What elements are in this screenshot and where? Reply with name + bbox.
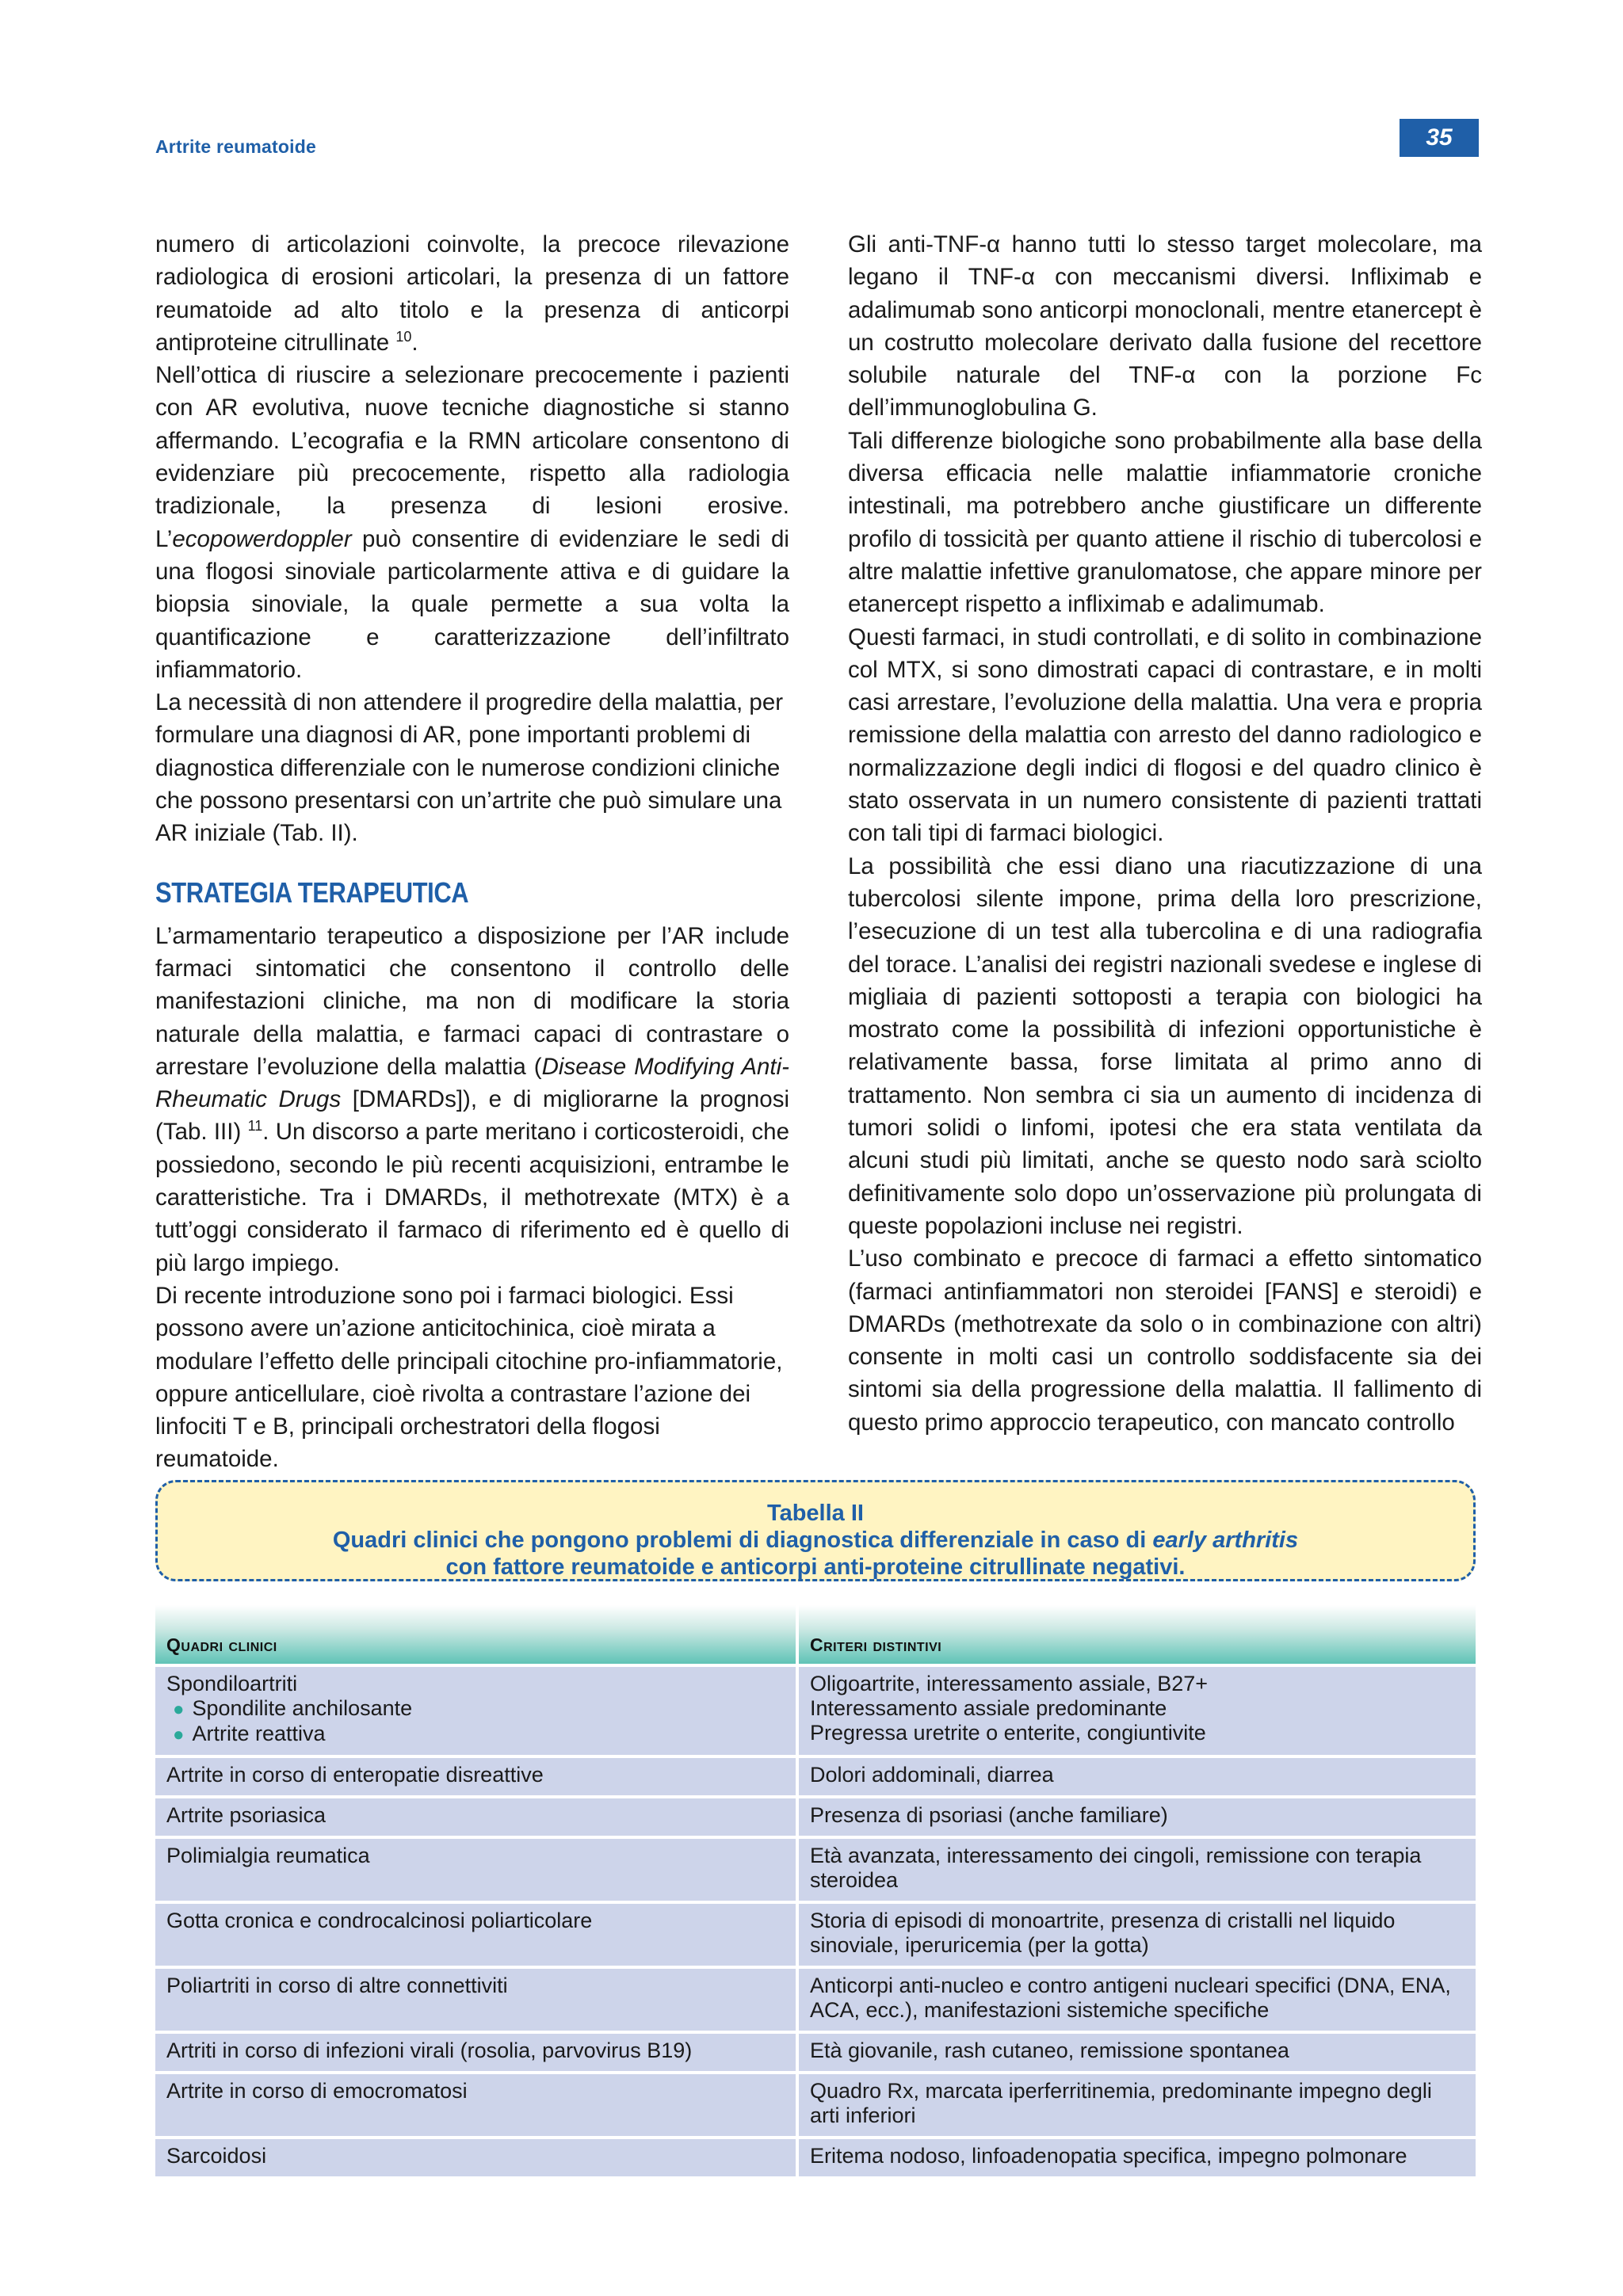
table-row [155, 1667, 1476, 1755]
table-cell: Sarcoidosi [155, 2139, 799, 2176]
reference-marker: 11 [247, 1118, 263, 1135]
table-row [155, 1969, 1476, 2031]
cell-line [166, 1696, 785, 1722]
table-row [155, 1904, 1476, 1966]
paragraph: Gli anti-TNF-α hanno tutti lo stesso target molecolare, ma legano il TNF-α con meccanismi diversi. Infliximab e adalimumab sono anticorpi monoclonali, mentre etanercept è un costrutto molecolare derivato dalla fusione del recettore solubile naturale del TNF-α con la porzione Fc dell’immunoglobulina G. [848, 231, 1482, 421]
paragraph: Di recente introduzione sono poi i farmaci biologici. Essi possono avere un’azione anticitochinica, cioè mirata a modulare l’effetto delle principali citochine pro-infiammatorie, oppure anticellulare, cioè rivolta a contrastare l’azione dei linfociti T e B, principali orchestratori della flogosi reumatoide. [155, 1282, 783, 1473]
table-cell: Eritema nodoso, linfoadenopatia specifica, impegno polmonare [799, 2139, 1476, 2176]
differential-diagnosis-table [155, 1602, 1476, 2180]
cell-line: Interessamento assiale predominante [810, 1696, 1167, 1720]
paragraph: numero di articolazioni coinvolte, la precoce rilevazione radiologica di erosioni articolari, la presenza di un fattore reumatoide ad alto titolo e la presenza di anticorpi antiproteine citrullinate $^{10}$. [155, 231, 789, 356]
column-header: Criteri distintivi [799, 1605, 1476, 1664]
emphasis: early arthritis [1152, 1527, 1299, 1553]
table-cell: Artriti in corso di infezioni virali (rosolia, parvovirus B19) [155, 2034, 799, 2071]
table-cell: Età giovanile, rash cutaneo, remissione spontanea [799, 2034, 1476, 2071]
table-cell [155, 1667, 799, 1755]
bullet-icon: ● [173, 1699, 185, 1720]
table-row [155, 1758, 1476, 1795]
column-header: Quadri clinici [155, 1605, 799, 1664]
cell-line: Oligoartrite, interessamento assiale, B27+ [810, 1672, 1209, 1695]
text: L’armamentario terapeutico a disposizione per l’AR include farmaci sintomatici che consentono il controllo delle manifestazioni cliniche, ma non di modificare la storia naturale della malattia, e farmaci capaci di contrastare o arrestare l’evoluzione della malattia ( [155, 922, 789, 1080]
table-row [155, 1798, 1476, 1836]
paragraph: La possibilità che essi diano una riacutizzazione di una tubercolosi silente impone, prima della loro prescrizione, l’esecuzione di un test alla tubercolina e di una radiografia del torace. L’analisi dei registri nazionali svedese e inglese di migliaia di pazienti sottoposti a terapia con biologici ha mostrato come la possibilità di infezioni opportunistiche è relativamente bassa, forse limitata al primo anno di trattamento. Non sembra ci sia un aumento di incidenza di tumori solidi o linfomi, ipotesi che era stata ventilata da alcuni studi più limitati, anche se questo nodo sarà sciolto definitivamente solo dopo un’osservazione più prolungata di queste popolazioni incluse nei registri. [848, 852, 1482, 1239]
cell-line: Pregressa uretrite o enterite, congiuntivite [810, 1721, 1206, 1745]
text: Artrite reattiva [192, 1722, 326, 1745]
section-heading: STRATEGIA TERAPEUTICA [155, 875, 469, 909]
table-cell: Dolori addominali, diarrea [799, 1758, 1476, 1795]
running-title: Artrite reumatoide [155, 136, 316, 157]
left-column [155, 228, 789, 1476]
table-caption [155, 1480, 1476, 1581]
text: Quadri clinici che pongono problemi di diagnostica differenziale in caso di [332, 1527, 1153, 1553]
bullet-icon: ● [173, 1724, 185, 1745]
text: numero di articolazioni coinvolte, la precoce rilevazione radiologica di erosioni articolari, la presenza di un fattore reumatoide ad alto titolo e la presenza di anticorpi antiproteine citrullinate [155, 231, 789, 356]
table-caption-line: con fattore reumatoide e anticorpi anti-proteine citrullinate negativi. [445, 1554, 1186, 1580]
cell-line: Spondiloartriti [166, 1672, 298, 1695]
table-cell: Quadro Rx, marcata iperferritinemia, predominante impegno degli arti inferiori [799, 2074, 1476, 2136]
text: Spondilite anchilosante [192, 1696, 413, 1720]
page-number: 35 [1400, 119, 1479, 157]
table-cell: Artrite psoriasica [155, 1798, 799, 1836]
text: può consentire di evidenziare le sedi di una flogosi sinoviale particolarmente attiva e di guidare la biopsia sinoviale, la quale permette a sua volta la quantificazione e caratterizzazione dell’infiltrato infiammatorio. [155, 525, 789, 683]
table-caption-line [158, 1527, 1473, 1554]
table-cell: Presenza di psoriasi (anche familiare) [799, 1798, 1476, 1836]
table-cell: Anticorpi anti-nucleo e contro antigeni nucleari specifici (DNA, ENA, ACA, ecc.), manifestazioni sistemiche specifiche [799, 1969, 1476, 2031]
table-cell: Storia di episodi di monoartrite, presenza di cristalli nel liquido sinoviale, iperuricemia (per la gotta) [799, 1904, 1476, 1966]
table-header-row [155, 1605, 1476, 1664]
reference-marker: 10 [395, 329, 412, 345]
table-row [155, 2139, 1476, 2176]
paragraph [155, 359, 789, 686]
emphasis: Disease Modifying Anti-Rheumatic Drugs [155, 1053, 789, 1113]
table-label: Tabella II [767, 1501, 864, 1526]
table-cell: Età avanzata, interessamento dei cingoli, remissione con terapia steroidea [799, 1839, 1476, 1901]
table-cell [799, 1667, 1476, 1755]
text: Nell’ottica di riuscire a selezionare precocemente i pazienti con AR evolutiva, nuove tecniche diagnostiche si stanno affermando. L’ecografia e la RMN articolare consentono di evidenziare più precocemente, rispetto alla radiologia tradizionale, la presenza di lesioni erosive. L’ [155, 362, 789, 552]
table-cell: Artrite in corso di enteropatie disreattive [155, 1758, 799, 1795]
paragraph: Tali differenze biologiche sono probabilmente alla base della diversa efficacia nelle malattie infiammatorie croniche intestinali, ma potrebbero anche giustificare un differente profilo di tossicità per quanto attiene il rischio di tubercolosi e altre malattie infettive granulomatose, che appare minore per etanercept rispetto a infliximab e adalimumab. [848, 427, 1482, 618]
text: [DMARDs]), e di migliorarne la prognosi (Tab. III) [155, 1086, 790, 1146]
table-row [155, 2074, 1476, 2136]
table-row [155, 1839, 1476, 1901]
paragraph [155, 920, 789, 1280]
table-row [155, 2034, 1476, 2071]
table-cell: Gotta cronica e condrocalcinosi poliarticolare [155, 1904, 799, 1966]
paragraph: La necessità di non attendere il progredire della malattia, per formulare una diagnosi di AR, pone importanti problemi di diagnostica differenziale con le numerose condizioni cliniche che possono presentarsi con un’artrite che può simulare una AR iniziale (Tab. II). [155, 689, 784, 847]
table-cell: Polimialgia reumatica [155, 1839, 799, 1901]
paragraph: L’uso combinato e precoce di farmaci a effetto sintomatico (farmaci antinfiammatori non steroidei [FANS] e steroidi) e DMARDs (methotrexate da solo o in combinazione con altri) consente in molti casi un controllo soddisfacente sia dei sintomi sia della progressione della malattia. Il fallimento di questo primo approccio terapeutico, con mancato controllo [848, 1245, 1482, 1436]
right-column [848, 228, 1482, 1439]
paragraph: Questi farmaci, in studi controllati, e di solito in combinazione col MTX, si sono dimostrati capaci di contrastare, e in molti casi arrestare, l’evoluzione della malattia. Una vera e propria remissione della malattia con arresto del danno radiologico e normalizzazione degli indici di flogosi e del quadro clinico è stato osservata in un numero consistente di pazienti trattati con tali tipi di farmaci biologici. [848, 624, 1482, 847]
table-cell: Artrite in corso di emocromatosi [155, 2074, 799, 2136]
table-cell: Poliartriti in corso di altre connettiviti [155, 1969, 799, 2031]
cell-line [166, 1722, 785, 1747]
text: . Un discorso a parte meritano i corticosteroidi, che possiedono, secondo le più recenti acquisizioni, entrambe le caratteristiche. Tra i DMARDs, il methotrexate (MTX) è a tutt’oggi considerato il farmaco di riferimento ed è quello di più largo impiego. [155, 1119, 789, 1276]
emphasis: ecopowerdoppler [172, 525, 352, 552]
